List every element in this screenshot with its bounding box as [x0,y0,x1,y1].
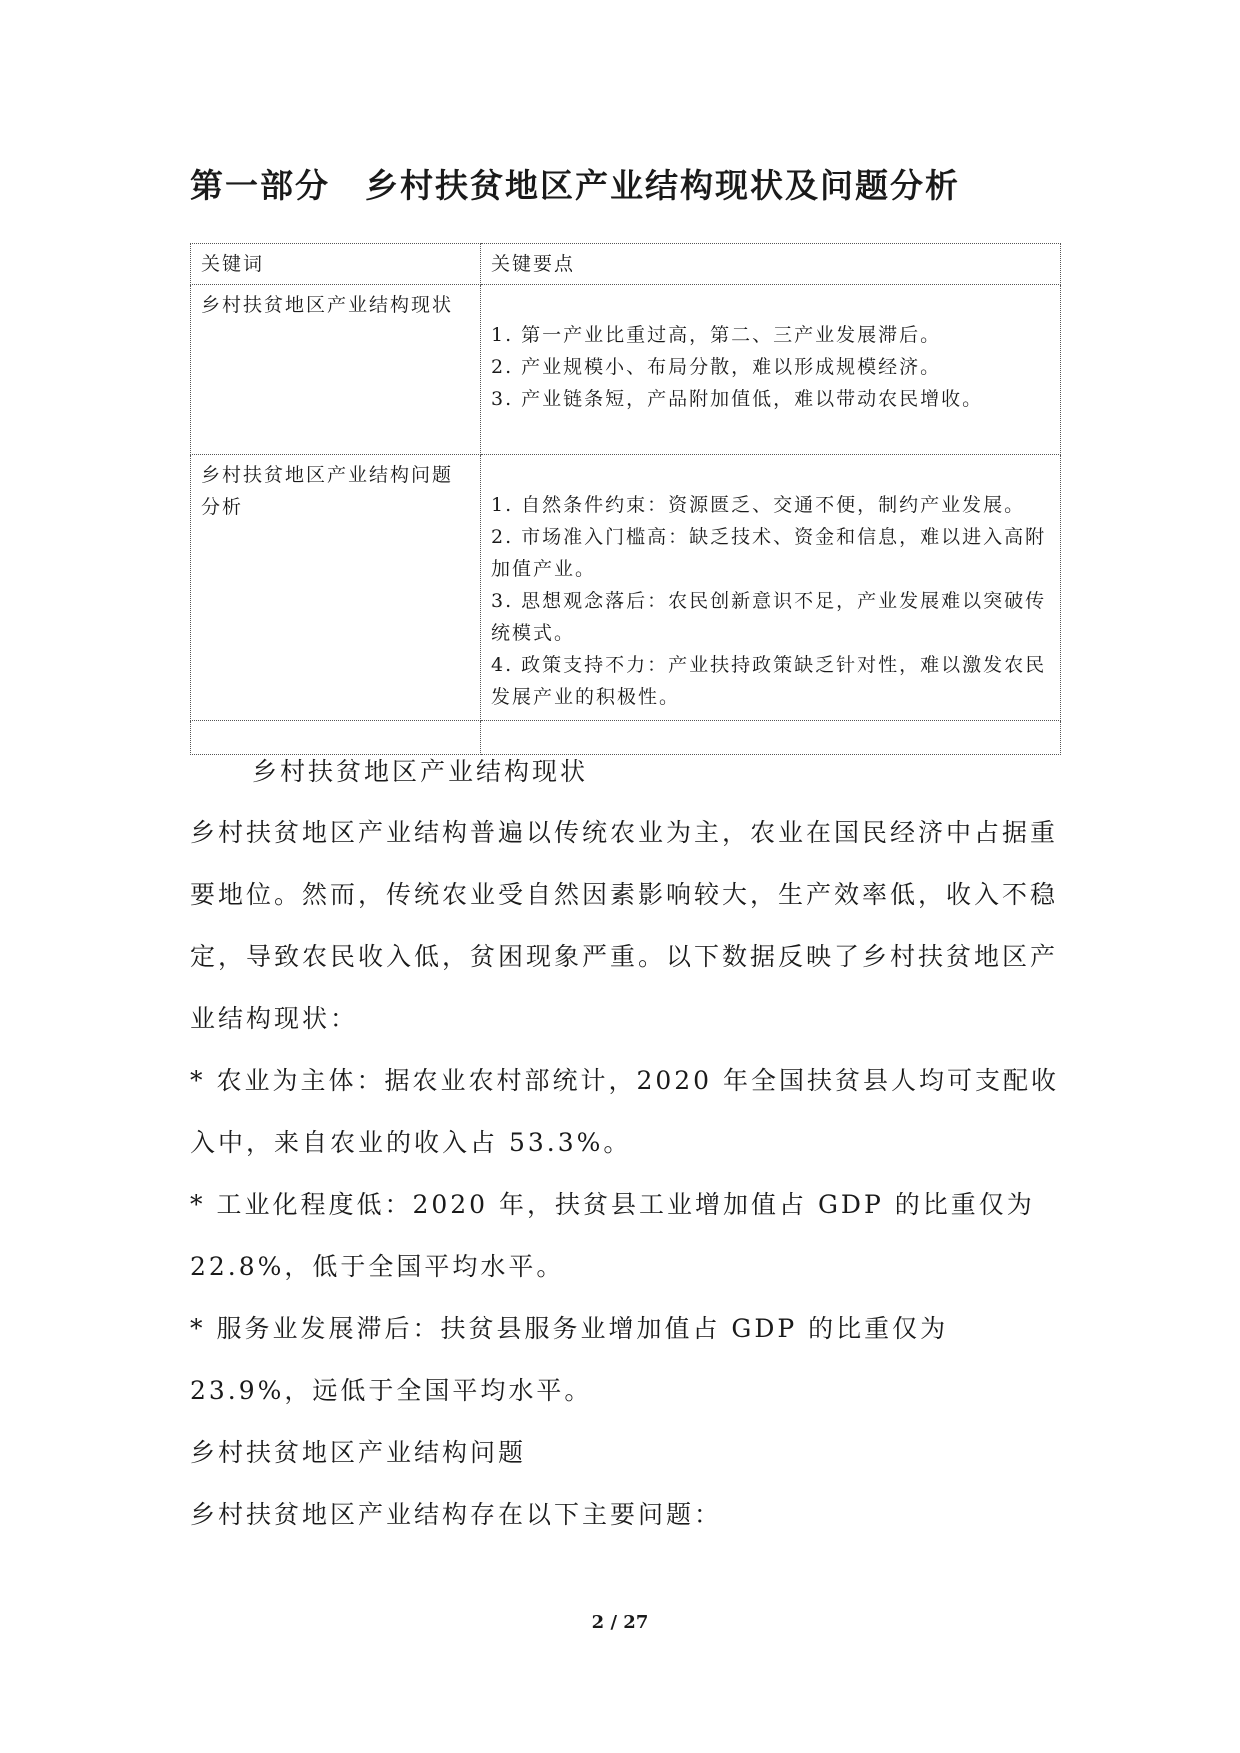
table-empty-row [191,721,1061,755]
section-heading-status: 乡村扶贫地区产业结构现状 [252,757,589,786]
row-keyword: 乡村扶贫地区产业结构现状 [191,285,481,455]
bullet-item: * 农业为主体：据农业农村部统计，2020 年全国扶贫县人均可支配收入中，来自农业的收入占 53.3%。 [190,1066,1060,1157]
table-header-row [191,244,1061,285]
section-heading-problems: 乡村扶贫地区产业结构问题 [190,1438,527,1467]
row-points [481,285,1061,455]
bullet-item: * 工业化程度低：2020 年，扶贫县工业增加值占 GDP 的比重仅为 22.8%，低于全国平均水平。 [190,1190,1035,1281]
point-item: 3. 产业链条短，产品附加值低，难以带动农民增收。 [491,388,984,410]
section-paragraph: 乡村扶贫地区产业结构普遍以传统农业为主，农业在国民经济中占据重要地位。然而，传统农业受自然因素影响较大，生产效率低，收入不稳定，导致农民收入低，贫困现象严重。以下数据反映了乡村扶贫地区产业结构现状： [190,818,1059,1033]
point-item: 1. 第一产业比重过高，第二、三产业发展滞后。 [491,324,942,346]
key-points-table [190,243,1061,755]
point-item: 2. 市场准入门槛高：缺乏技术、资金和信息，难以进入高附加值产业。 [491,526,1047,580]
header-key-points: 关键要点 [481,244,1061,285]
point-item: 1. 自然条件约束：资源匮乏、交通不便，制约产业发展。 [491,494,1026,516]
row-points [481,455,1061,721]
point-item: 2. 产业规模小、布局分散，难以形成规模经济。 [491,356,942,378]
table-row [191,455,1061,721]
point-item: 3. 思想观念落后：农民创新意识不足，产业发展难以突破传统模式。 [491,590,1047,644]
section-paragraph: 乡村扶贫地区产业结构存在以下主要问题： [190,1500,723,1529]
header-keyword: 关键词 [191,244,481,285]
table-row [191,285,1061,455]
bullet-item: * 服务业发展滞后：扶贫县服务业增加值占 GDP 的比重仅为 23.9%，远低于全国平均水平。 [190,1314,949,1405]
point-item: 4. 政策支持不力：产业扶持政策缺乏针对性，难以激发农民发展产业的积极性。 [491,654,1047,708]
page-title: 第一部分 乡村扶贫地区产业结构现状及问题分析 [190,166,960,205]
row-keyword: 乡村扶贫地区产业结构问题分析 [191,455,481,721]
page-number: 2 / 27 [591,1612,649,1633]
